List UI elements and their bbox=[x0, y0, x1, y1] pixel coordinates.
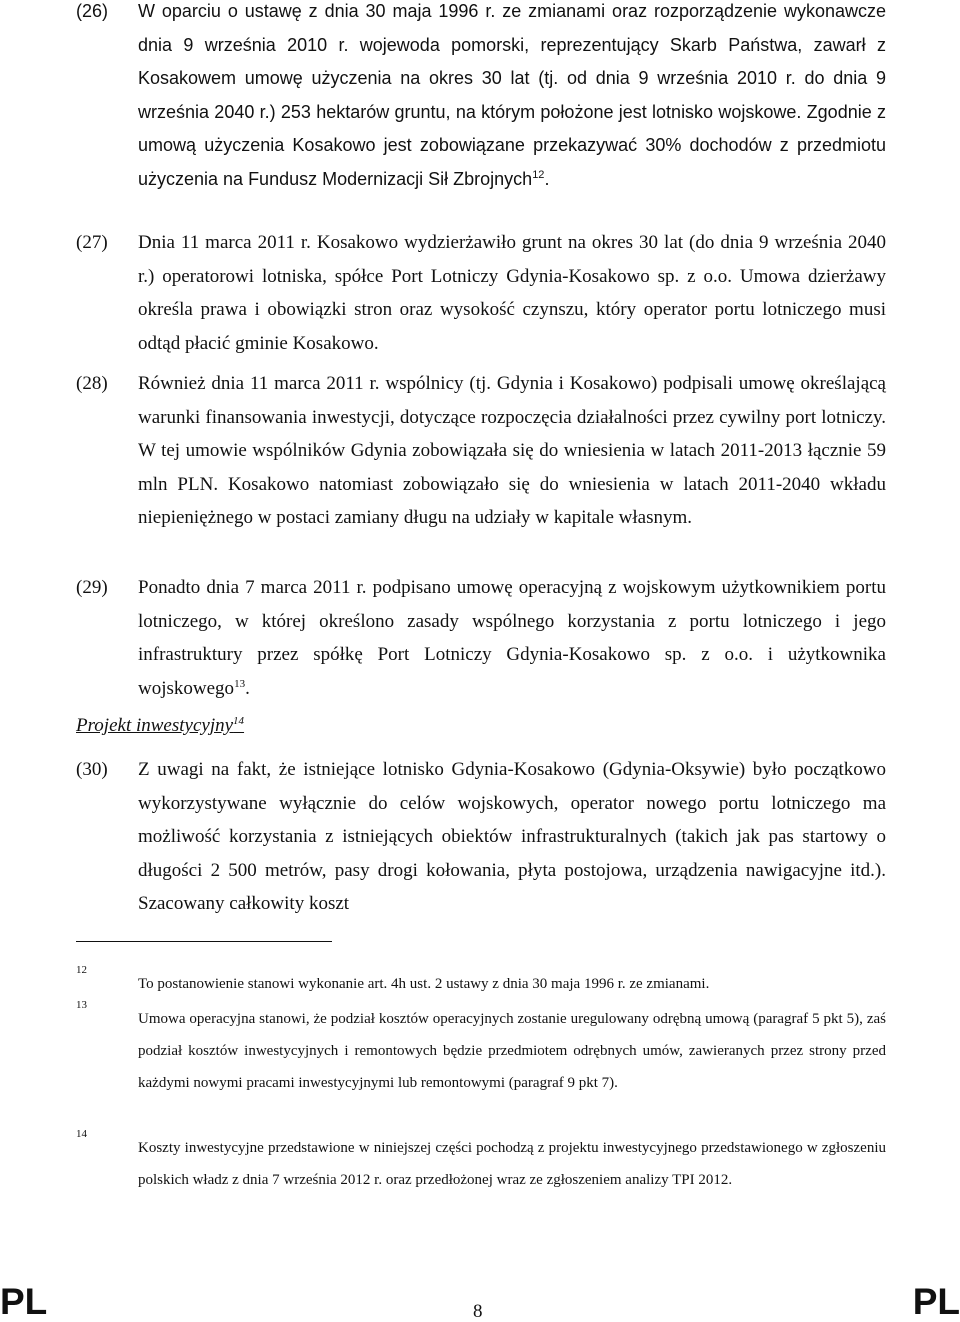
paragraph-27 bbox=[76, 226, 886, 360]
paragraph-text: W oparciu o ustawę z dnia 30 maja 1996 r. ze zmianami oraz rozporządzenie wykonawcze dnia 9 września 2010 r. wojewoda pomorski, reprezentujący Skarb Państwa, zawarł z Kosakowem umowę użyczenia na okres 30 lat (tj. od dnia 9 września 2010 r. do dnia 9 września 2040 r.) 253 hektarów gruntu, na którym położone jest lotnisko wojskowe. Zgodnie z umową użyczenia Kosakowo jest zobowiązane przekazywać 30% dochodów z przedmiotu użyczenia na Fundusz Modernizacji Sił Zbrojnych$^{12}$. bbox=[138, 1, 886, 189]
section-heading: Projekt inwestycyjny$^{14}$ bbox=[76, 715, 245, 736]
footnote-text: To postanowienie stanowi wykonanie art. 4h ust. 2 ustawy z dnia 30 maja 1996 r. ze zmianami. bbox=[138, 976, 710, 992]
footnote-ref-13: 13 bbox=[234, 677, 246, 690]
footnote-text: Koszty inwestycyjne przedstawione w niniejszej części pochodzą z projektu inwestycyjnego przedstawionego w zgłoszeniu polskich władz z dnia 7 września 2012 r. oraz przedłożonej wraz ze zgłoszeniem analizy TPI 2012. bbox=[138, 1140, 886, 1188]
paragraph-text: Z uwagi na fakt, że istniejące lotnisko Gdynia-Kosakowo (Gdynia-Oksywie) było początkowo wykorzystywane wyłącznie do celów wojskowych, operator nowego portu lotniczego ma możliwość korzystania z istniejących obiektów infrastrukturalnych (takich jak pas startowy o długości 2 500 metrów, pasy drogi kołowania, płyta postojowa, urządzenia nawigacyjne itd.). Szacowany całkowity koszt bbox=[138, 759, 886, 914]
paragraph-29 bbox=[76, 571, 886, 705]
footer-language-left: PL bbox=[0, 1281, 48, 1322]
footnote-ref-14: 14 bbox=[233, 715, 245, 727]
footnote-text: Umowa operacyjna stanowi, że podział kosztów operacyjnych zostanie uregulowany odrębną umową (paragraf 5 pkt 5), zaś podział kosztów inwestycyjnych i remontowych będzie przedmiotem odrębnych umów, zawieranych przez strony przed każdymi nowymi pracami inwestycyjnymi lub remontowymi (paragraf 9 pkt 7). bbox=[138, 1011, 886, 1091]
footnote-ref-12: 12 bbox=[532, 168, 545, 181]
footnote-number: 14 bbox=[76, 1128, 87, 1140]
paragraph-text: Ponadto dnia 7 marca 2011 r. podpisano umowę operacyjną z wojskowym użytkownikiem portu lotniczego, w której określono zasady wspólnego korzystania z portu lotniczego i jego infrastruktury przez spółkę Port Lotniczy Gdynia-Kosakowo sp. z o.o. i użytkownika wojskowego$^{13}$. bbox=[138, 577, 886, 699]
footnote-12 bbox=[76, 964, 886, 1000]
footnote-divider bbox=[76, 941, 332, 942]
footnote-14 bbox=[76, 1128, 886, 1196]
footnote-number: 12 bbox=[76, 964, 87, 976]
paragraph-text: Również dnia 11 marca 2011 r. wspólnicy (tj. Gdynia i Kosakowo) podpisali umowę określającą warunki finansowania inwestycji, dotyczące rozpoczęcia działalności przez cywilny port lotniczy. W tej umowie wspólników Gdynia zobowiązała się do wniesienia w latach 2011-2013 łącznie 59 mln PLN. Kosakowo natomiast zobowiązało się do wniesienia w latach 2011-2040 wkładu niepieniężnego w postaci zamiany długu na udziały w kapitale własnym. bbox=[138, 373, 886, 528]
paragraph-28 bbox=[76, 367, 886, 535]
paragraph-number: (30) bbox=[76, 759, 108, 780]
paragraph-text: Dnia 11 marca 2011 r. Kosakowo wydzierżawiło grunt na okres 30 lat (do dnia 9 września 2040 r.) operatorowi lotniska, spółce Port Lotniczy Gdynia-Kosakowo sp. z o.o. Umowa dzierżawy określa prawa i obowiązki stron oraz wysokość czynszu, który operator portu lotniczego musi odtąd płacić gminie Kosakowo. bbox=[138, 232, 887, 354]
footer-language-right: PL bbox=[912, 1281, 960, 1322]
paragraph-26 bbox=[76, 0, 886, 196]
paragraph-number: (26) bbox=[76, 1, 109, 21]
paragraph-number: (27) bbox=[76, 232, 108, 253]
footnote-13 bbox=[76, 999, 886, 1099]
paragraph-30 bbox=[76, 753, 886, 921]
paragraph-number: (28) bbox=[76, 373, 108, 394]
footnote-number: 13 bbox=[76, 999, 87, 1011]
page-number: 8 bbox=[473, 1301, 483, 1322]
paragraph-number: (29) bbox=[76, 577, 108, 598]
